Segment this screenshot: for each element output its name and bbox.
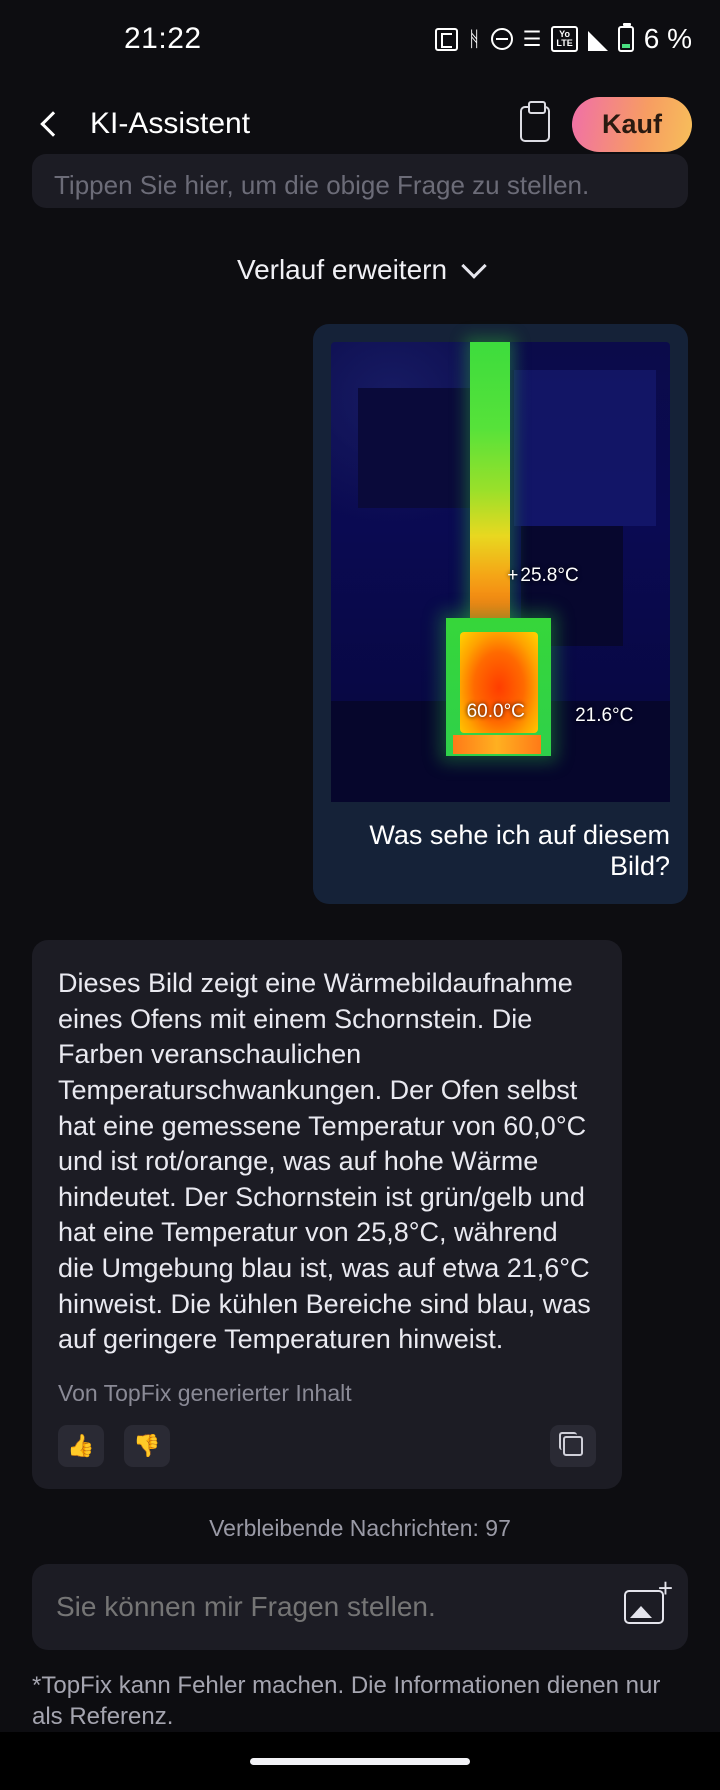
user-message-text: Was sehe ich auf diesem Bild? xyxy=(369,820,670,881)
image-wall-light xyxy=(514,370,656,526)
assistant-message-text: Dieses Bild zeigt eine Wärmebildaufnahme eines Ofens mit einem Schornstein. Die Farben veranschaulichen Temperaturschwankungen. Der Ofen selbst hat eine gemessene Temperatur von 60,0°C und ist rot/orange, was auf hohe Wärme hindeutet. Der Schornstein ist grün/gelb und hat eine Temperatur von 25,8°C, während die Umgebung blau ist, was auf etwa 21,6°C hinweist. Die kühlen Bereiche sind blau, was auf geringere Temperaturen hinweist. xyxy=(58,968,599,1355)
thermal-image[interactable] xyxy=(331,342,670,802)
expand-history-button[interactable] xyxy=(32,254,688,286)
image-chimney xyxy=(470,342,510,627)
app-bar-actions xyxy=(520,97,692,152)
wifi-icon: ☰ xyxy=(522,27,542,51)
thumbs-down-icon[interactable]: 👎 xyxy=(124,1425,170,1467)
copy-icon xyxy=(563,1436,583,1456)
do-not-disturb-icon xyxy=(491,28,513,50)
image-wall-dark xyxy=(358,388,487,508)
buy-button[interactable]: Kauf xyxy=(572,97,692,152)
signal-icon xyxy=(588,31,608,51)
assistant-actions xyxy=(58,1425,596,1467)
status-icons xyxy=(435,23,692,55)
chat-scroll-area[interactable] xyxy=(0,170,720,1732)
image-add-icon[interactable] xyxy=(624,1590,664,1624)
message-input[interactable] xyxy=(56,1591,624,1623)
user-message-bubble[interactable] xyxy=(313,324,688,904)
bluetooth-icon: ᚻ xyxy=(467,27,481,51)
page-title: KI-Assistent xyxy=(90,107,251,140)
copy-button[interactable] xyxy=(550,1425,596,1467)
youtube-lte-icon: Yo LTE xyxy=(551,26,577,52)
assistant-attribution: Von TopFix generierter Inhalt xyxy=(58,1379,352,1406)
back-icon xyxy=(40,111,65,136)
thermal-label-stove: 60.0°C xyxy=(466,700,525,722)
thermal-label-ambient: 21.6°C xyxy=(575,705,634,727)
back-button[interactable] xyxy=(28,102,72,146)
expand-history-label: Verlauf erweitern xyxy=(236,254,448,285)
image-stove-base xyxy=(453,735,541,753)
disclaimer-text: *TopFix kann Fehler machen. Die Informationen dienen nur als Referenz. xyxy=(32,1671,661,1731)
assistant-message-bubble[interactable] xyxy=(32,940,622,1489)
vibrate-icon xyxy=(435,28,458,51)
system-nav-bar xyxy=(0,1732,720,1790)
chevron-down-icon xyxy=(461,253,486,278)
thumbs-up-icon[interactable]: 👍 xyxy=(58,1425,104,1467)
message-composer[interactable] xyxy=(32,1564,688,1650)
clipboard-icon[interactable] xyxy=(520,106,550,142)
remaining-messages-label: Verbleibende Nachrichten: 97 xyxy=(209,1514,511,1541)
battery-percent: 6 % xyxy=(643,23,692,54)
battery-icon xyxy=(618,26,634,52)
suggested-prompt-clipped[interactable]: Tippen Sie hier, um die obige Frage zu stellen. xyxy=(32,154,688,208)
home-indicator[interactable] xyxy=(250,1758,470,1765)
status-time: 21:22 xyxy=(124,22,202,55)
thermal-label-center: + 25.8°C xyxy=(507,565,579,587)
status-bar xyxy=(0,0,720,78)
